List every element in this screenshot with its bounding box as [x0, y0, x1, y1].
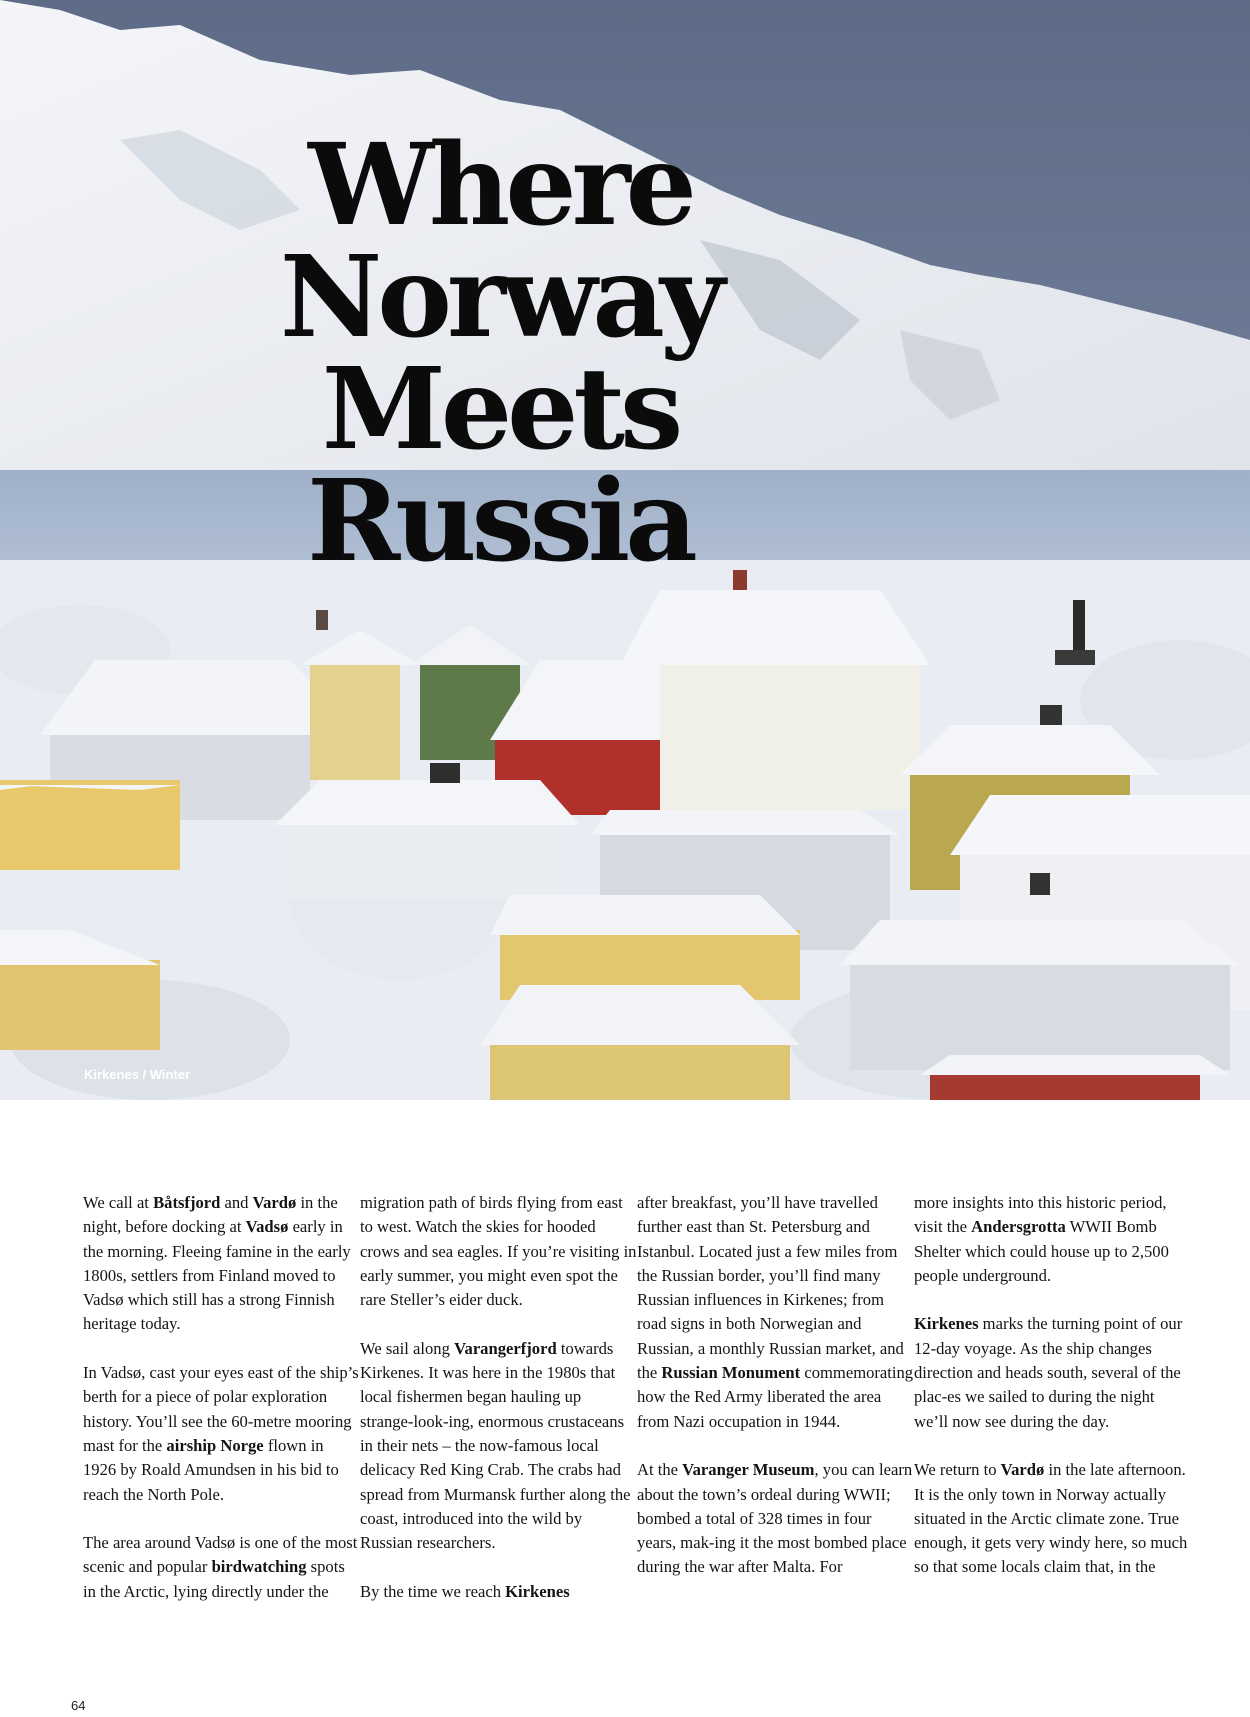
paragraph: after breakfast, you’ll have travelled further east than St. Petersburg and Istanbul. Located just a few miles from the Russian border, you’ll find many Russian influences in Kirkenes; from road signs in both Norwegian and Russian, a monthly Russian market, and the Russian Monument commemorating how the Red Army liberated the area from Nazi occupation in 1944. — [637, 1193, 914, 1431]
paragraph: By the time we reach Kirkenes — [360, 1581, 570, 1601]
bold-place-name: Varangerfjord — [454, 1338, 557, 1358]
bold-place-name: Vardø — [252, 1193, 297, 1212]
paragraph: The area around Vadsø is one of the most scenic and popular birdwatching spots in the Arctic, lying directly under the — [83, 1533, 358, 1601]
bold-place-name: Andersgrotta — [971, 1217, 1066, 1237]
paragraph: We sail along Varangerfjord towards Kirkenes. It was here in the 1980s that local fishermen began hauling up strange-look-ing, enormous crustaceans in their nets – the now-famous local delicacy Red King Crab. The crabs had spread from Murmansk further along the coast, introduced into the wild by Russian researchers. — [360, 1338, 631, 1553]
bold-place-name: birdwatching — [211, 1557, 307, 1577]
title-line: Where — [308, 120, 692, 251]
bold-place-name: Russian Monument — [661, 1363, 801, 1383]
paragraph: We call at Båtsfjord and Vardø in the night, before docking at Vadsø early in the morning. Fleeing famine in the early 1800s, settlers from Finland moved to Vadsø which still has a strong Finnish heritage today. — [83, 1193, 351, 1334]
bold-place-name: airship Norge — [166, 1435, 264, 1455]
bold-place-name: Varanger Museum — [682, 1460, 815, 1480]
paragraph: migration path of birds flying from east to west. Watch the skies for hooded crows and sea eagles. If you’re visiting in early summer, you might even spot the rare Steller’s eider duck. — [360, 1193, 637, 1310]
text-column — [360, 1191, 637, 1671]
page-number: 64 — [71, 1698, 86, 1713]
article-body — [83, 1191, 1188, 1671]
bold-place-name: Vadsø — [245, 1217, 289, 1237]
paragraph: We return to Vardø in the late afternoon. It is the only town in Norway actually situated in the Arctic climate zone. True enough, it gets very windy here, so much so that some locals claim that, in the — [914, 1460, 1188, 1577]
paragraph: At the Varanger Museum, you can learn about the town’s ordeal during WWII; bombed a total of 328 times in four years, mak-ing it the most bombed place during the war after Malta. For — [637, 1460, 913, 1577]
text-column — [637, 1191, 914, 1671]
paragraph: Kirkenes marks the turning point of our 12-day voyage. As the ship changes direction and heads south, several of the plac-es we sailed to during the night we’ll now see during the day. — [914, 1314, 1183, 1431]
title-line: Russia — [307, 456, 693, 587]
text-column — [914, 1191, 1191, 1671]
article-title — [100, 120, 900, 587]
bold-place-name: Båtsfjord — [153, 1193, 221, 1212]
bold-place-name: Kirkenes — [505, 1581, 570, 1601]
bold-place-name: Kirkenes — [914, 1314, 979, 1334]
paragraph: In Vadsø, cast your eyes east of the ship’s berth for a piece of polar exploration history. You’ll see the 60-metre mooring mast for the airship Norge flown in 1926 by Roald Amundsen in his bid to reach the North Pole. — [83, 1363, 359, 1504]
paragraph: more insights into this historic period, visit the Andersgrotta WWII Bomb Shelter which could house up to 2,500 people underground. — [914, 1193, 1169, 1285]
bold-place-name: Vardø — [1000, 1460, 1045, 1480]
photo-caption: Kirkenes / Winter — [84, 1067, 191, 1082]
title-line: Norway Meets — [279, 232, 721, 475]
text-column — [83, 1191, 360, 1671]
